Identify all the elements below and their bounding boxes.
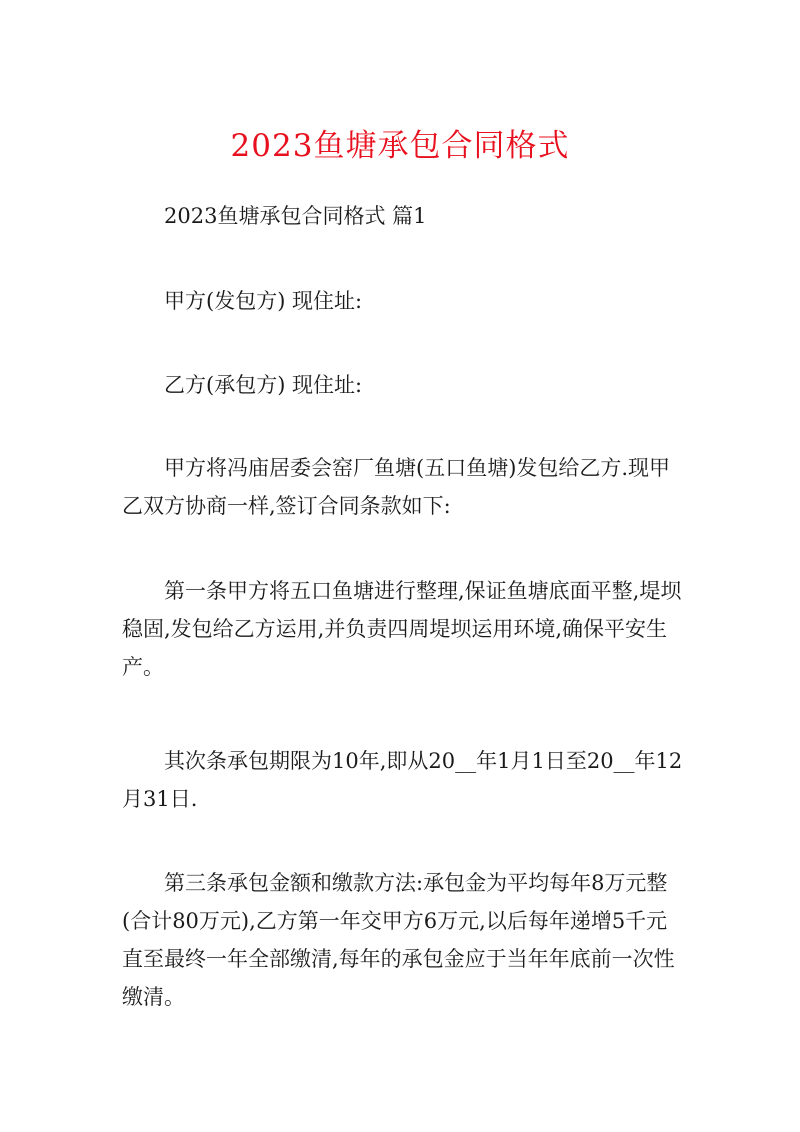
preamble-paragraph: 甲方将冯庙居委会窑厂鱼塘(五口鱼塘)发包给乙方.现甲乙双方协商一样,签订合同条款如下: [122, 456, 671, 518]
clause-2-paragraph: 其次条承包期限为10年,即从20__年1月1日至20__年12月31日. [122, 749, 683, 811]
section-heading: 2023鱼塘承包合同格式 篇1 [164, 204, 427, 228]
party-b-line: 乙方(承包方) 现住址: [164, 373, 363, 397]
clause-3-paragraph: 第三条承包金额和缴款方法:承包金为平均每年8万元整(合计80万元),乙方第一年交甲方6万元,以后每年递增5千元直至最终一年全部缴清,每年的承包金应于当年年底前一次性缴清。 [122, 871, 675, 1009]
document-title: 2023鱼塘承包合同格式 [230, 128, 570, 164]
party-a-line: 甲方(发包方) 现住址: [164, 289, 363, 313]
clause-1-paragraph: 第一条甲方将五口鱼塘进行整理,保证鱼塘底面平整,堤坝稳固,发包给乙方运用,并负责四周堤坝运用环境,确保平安生产。 [122, 579, 682, 679]
